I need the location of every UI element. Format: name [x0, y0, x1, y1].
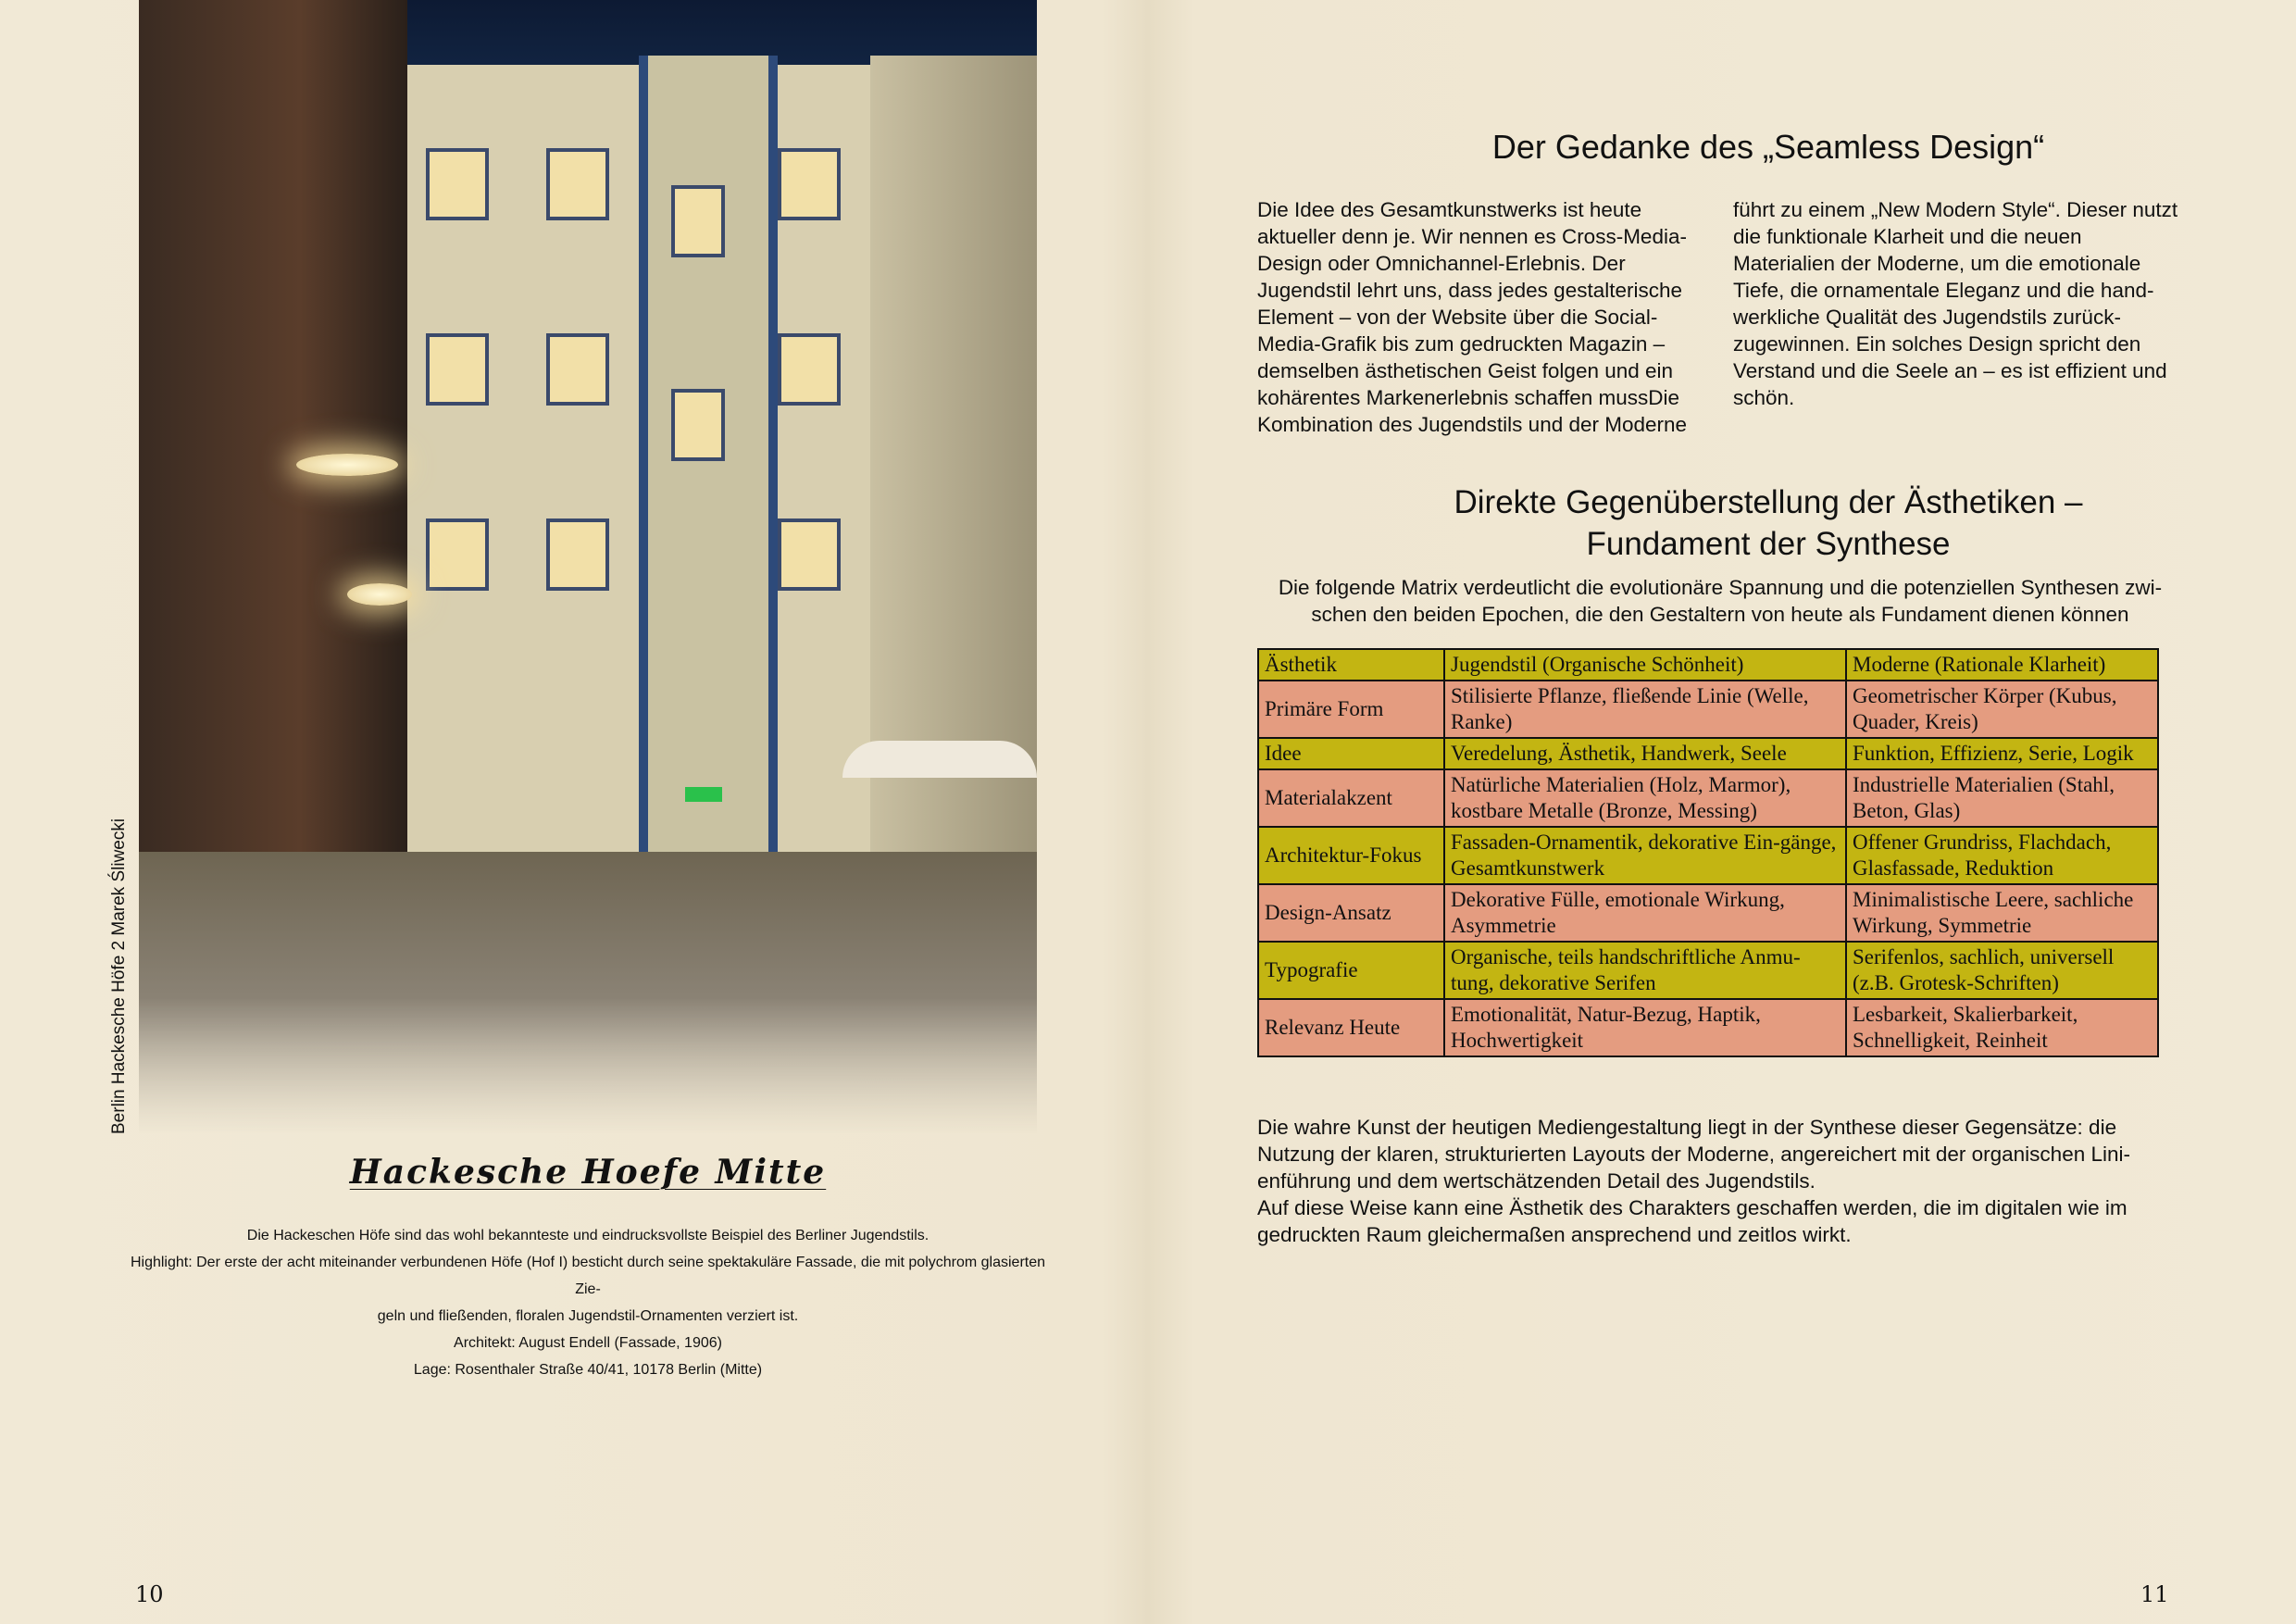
table-row: [1258, 942, 2158, 999]
section-heading-line-2: Fundament der Synthese: [1586, 526, 1951, 562]
closing-line-2: Auf diese Weise kann eine Ästhetik des Charakters geschaffen werden, die im digitalen wie im gedruckten Raum gleichermaßen ansprechend und zeitlos wirkt.: [1257, 1196, 2128, 1246]
text-column-1: Die Idee des Gesamtkunstwerks ist heute aktueller denn je. Wir nennen es Cross-Media-Design oder Omnichannel-Erlebnis. Der Jugendstil lehrt uns, dass jedes gestalterische Element – von der Website über die Social-Media-Grafik bis zum gedruckten Magazin – demselben ästhetischen Geist folgen und ein kohärentes Markenerlebnis schaffen mussDie Kombination des Jugendstils und der Moderne: [1257, 198, 1688, 436]
closing-paragraph: [1257, 1114, 2183, 1248]
table-cell: Materialakzent: [1258, 769, 1444, 827]
table-row: [1258, 738, 2158, 769]
photo-street-lamp: [296, 454, 398, 476]
section-heading-line-1: Direkte Gegenüberstellung der Ästhetiken –: [1454, 484, 2083, 520]
photo-wet-pavement: [139, 852, 1037, 1134]
page-heading: Der Gedanke des „Seamless Design“: [1491, 128, 2045, 166]
table-cell: Design-Ansatz: [1258, 884, 1444, 942]
photo-right-building: [870, 56, 1037, 944]
table-cell: Lesbarkeit, Skalierbarkeit, Schnelligkeit, Reinheit: [1846, 999, 2158, 1056]
photo-window: [426, 333, 489, 406]
table-cell: Jugendstil (Organische Schönheit): [1444, 649, 1846, 681]
table-cell: Relevanz Heute: [1258, 999, 1444, 1056]
table-cell: Dekorative Fülle, emotionale Wirkung, Asymmetrie: [1444, 884, 1846, 942]
photo-green-sign: [685, 787, 722, 802]
table-cell: Ästhetik: [1258, 649, 1444, 681]
two-column-text: [1257, 196, 2183, 438]
photo-window: [671, 389, 725, 461]
table-row: [1258, 649, 2158, 681]
caption-line: Architekt: August Endell (Fassade, 1906): [454, 1335, 722, 1351]
photo-window: [778, 333, 841, 406]
page-number-right: 11: [2140, 1581, 2169, 1607]
table-row: [1258, 827, 2158, 884]
caption-title: Hackesche Hoefe Mitte: [349, 1153, 827, 1192]
photo-cafe-awning: [842, 741, 1037, 778]
table-cell: Moderne (Rationale Klarheit): [1846, 649, 2158, 681]
caption-line: Die Hackeschen Höfe sind das wohl bekannteste und eindrucksvollste Beispiel des Berliner Jugendstils.: [246, 1228, 930, 1243]
table-cell: Architektur-Fokus: [1258, 827, 1444, 884]
photo-window: [426, 148, 489, 220]
closing-line-1: Die wahre Kunst der heutigen Mediengestaltung liegt in der Synthese dieser Gegensätze: die Nutzung der klaren, strukturierten Layouts der Moderne, angereichert mit der organischen Lini-enführung und dem wertschätzenden Detail des Jugendstils.: [1257, 1116, 2130, 1193]
photo-credit: Berlin Hackesche Höfe 2 Marek Śliwecki: [109, 818, 129, 1134]
table-cell: Veredelung, Ästhetik, Handwerk, Seele: [1444, 738, 1846, 769]
photo-window: [778, 148, 841, 220]
photo-street-lamp: [347, 583, 412, 606]
page-number-left: 10: [135, 1581, 164, 1607]
table-cell: Serifenlos, sachlich, universell (z.B. Grotesk-Schriften): [1846, 942, 2158, 999]
caption-line: Highlight: Der erste der acht miteinander verbundenen Höfe (Hof I) besticht durch seine spektakuläre Fassade, die mit polychrom glasierten Zie-: [130, 1255, 1046, 1297]
comparison-matrix: [1257, 648, 2159, 1057]
table-cell: Minimalistische Leere, sachliche Wirkung, Symmetrie: [1846, 884, 2158, 942]
table-row: [1258, 999, 2158, 1056]
photo-window: [546, 148, 609, 220]
right-page: [1148, 0, 2296, 1624]
table-cell: Stilisierte Pflanze, fließende Linie (Welle, Ranke): [1444, 681, 1846, 738]
section-heading: [1259, 481, 2277, 565]
table-cell: Primäre Form: [1258, 681, 1444, 738]
caption-line: geln und fließenden, floralen Jugendstil-Ornamenten verziert ist.: [377, 1308, 799, 1324]
table-cell: Typografie: [1258, 942, 1444, 999]
photo-window: [671, 185, 725, 257]
photo-window: [426, 518, 489, 591]
table-cell: Natürliche Materialien (Holz, Marmor), kostbare Metalle (Bronze, Messing): [1444, 769, 1846, 827]
table-cell: Idee: [1258, 738, 1444, 769]
photo-window: [546, 333, 609, 406]
table-row: [1258, 884, 2158, 942]
photo-window: [546, 518, 609, 591]
table-row: [1258, 681, 2158, 738]
table-row: [1258, 769, 2158, 827]
table-cell: Funktion, Effizienz, Serie, Logik: [1846, 738, 2158, 769]
text-column-2: führt zu einem „New Modern Style“. Dieser nutzt die funktionale Klarheit und die neuen Materialien der Moderne, um die emotionale Tiefe, die ornamentale Eleganz und die hand-werkliche Qualität des Jugendstils zurück-zugewinnen. Ein solches Design spricht den Verstand und die Seele an – es ist effizient und schön.: [1733, 198, 2178, 409]
table-cell: Fassaden-Ornamentik, dekorative Ein-gänge, Gesamtkunstwerk: [1444, 827, 1846, 884]
caption-text: [130, 1222, 1046, 1383]
table-cell: Geometrischer Körper (Kubus, Quader, Kreis): [1846, 681, 2158, 738]
table-cell: Offener Grundriss, Flachdach, Glasfassade, Reduktion: [1846, 827, 2158, 884]
caption-line: Lage: Rosenthaler Straße 40/41, 10178 Berlin (Mitte): [413, 1362, 763, 1378]
courtyard-photo: [139, 0, 1037, 1134]
matrix-intro: Die folgende Matrix verdeutlicht die evolutionäre Spannung und die potenziellen Synthesen zwi-schen den beiden Epochen, die den Gestaltern von heute als Fundament dienen können: [1278, 576, 2163, 626]
table-cell: Industrielle Materialien (Stahl, Beton, Glas): [1846, 769, 2158, 827]
table-cell: Emotionalität, Natur-Bezug, Haptik, Hochwertigkeit: [1444, 999, 1846, 1056]
photo-window: [778, 518, 841, 591]
table-cell: Organische, teils handschriftliche Anmu-tung, dekorative Serifen: [1444, 942, 1846, 999]
